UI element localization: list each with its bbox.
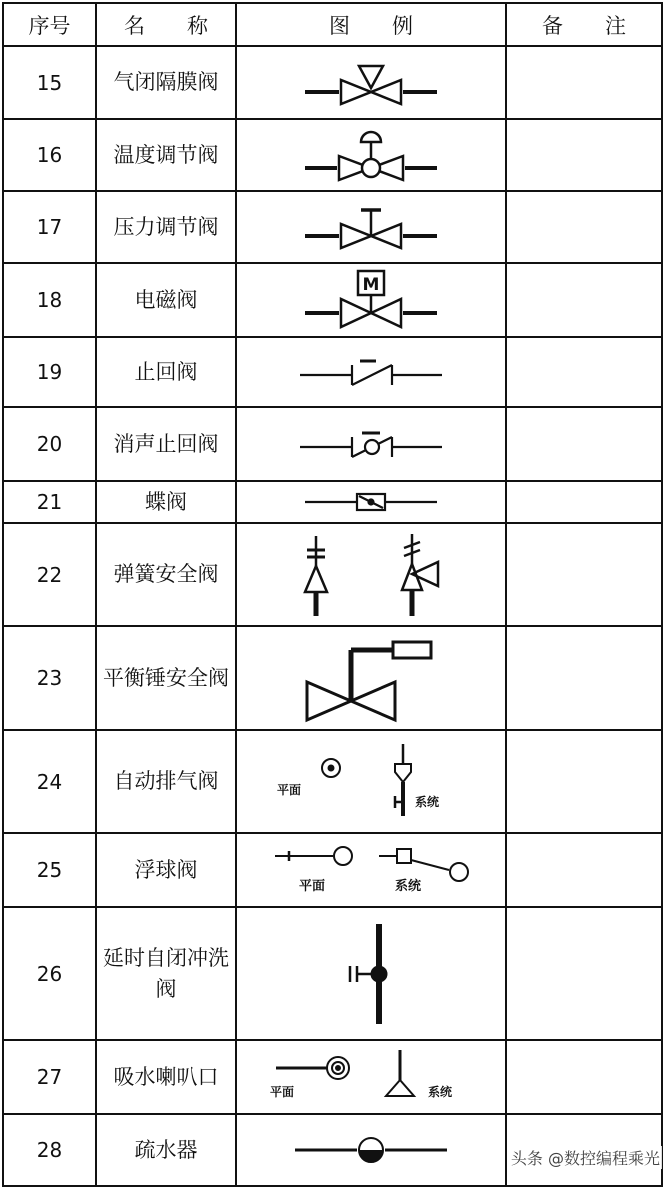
row-name: 电磁阀 [96, 263, 236, 337]
row-name: 弹簧安全阀 [96, 523, 236, 626]
header-symbol: 图 例 [236, 3, 506, 46]
table-row [3, 337, 662, 407]
header-name: 名 称 [96, 3, 236, 46]
row-number: 19 [3, 337, 96, 407]
header-row [3, 3, 662, 46]
row-number: 18 [3, 263, 96, 337]
table-row [3, 407, 662, 481]
table-row [3, 1040, 662, 1114]
table-row [3, 626, 662, 730]
watermark: 头条 @数控编程乘光 [509, 1146, 662, 1169]
steam-trap-icon [291, 1133, 451, 1167]
system-label: 系统 [428, 1085, 453, 1099]
row-name: 气闭隔膜阀 [96, 46, 236, 119]
row-number: 23 [3, 626, 96, 730]
float-valve-icon [271, 840, 471, 900]
solenoid-valve-icon [301, 267, 441, 333]
row-remark [506, 907, 662, 1040]
row-name: 蝶阀 [96, 481, 236, 523]
table-row [3, 481, 662, 523]
row-remark [506, 191, 662, 263]
row-name: 平衡锤安全阀 [96, 626, 236, 730]
weight-safety-valve-icon [301, 632, 441, 724]
table-row [3, 907, 662, 1040]
row-name: 吸水喇叭口 [96, 1040, 236, 1114]
auto-air-vent-icon [271, 740, 471, 824]
row-number: 17 [3, 191, 96, 263]
row-remark [506, 481, 662, 523]
legend-table [2, 2, 663, 1187]
row-remark [506, 626, 662, 730]
table-row [3, 119, 662, 191]
row-number: 16 [3, 119, 96, 191]
row-remark [506, 46, 662, 119]
delay-flush-valve-icon [341, 922, 401, 1026]
temperature-control-valve-icon [301, 126, 441, 184]
table-row [3, 191, 662, 263]
row-number: 26 [3, 907, 96, 1040]
table-row [3, 833, 662, 907]
plan-label: 平面 [299, 879, 326, 894]
row-name: 止回阀 [96, 337, 236, 407]
header-remark: 备 注 [506, 3, 662, 46]
row-number: 22 [3, 523, 96, 626]
row-name: 浮球阀 [96, 833, 236, 907]
pressure-control-valve-icon [301, 202, 441, 252]
row-remark [506, 833, 662, 907]
row-number: 25 [3, 833, 96, 907]
silent-check-valve-icon [296, 427, 446, 461]
solenoid-motor-label: M [362, 275, 380, 295]
diaphragm-valve-icon [301, 60, 441, 106]
row-number: 15 [3, 46, 96, 119]
row-name: 消声止回阀 [96, 407, 236, 481]
plan-label: 平面 [270, 1085, 295, 1099]
row-number: 20 [3, 407, 96, 481]
system-label: 系统 [395, 879, 422, 894]
row-remark [506, 119, 662, 191]
table-row [3, 46, 662, 119]
row-number: 24 [3, 730, 96, 833]
row-name: 延时自闭冲洗阀 [96, 907, 236, 1040]
row-remark [506, 1040, 662, 1114]
table-row [3, 263, 662, 337]
suction-bellmouth-icon [266, 1046, 476, 1108]
row-remark [506, 523, 662, 626]
system-label: 系统 [415, 794, 440, 809]
table-row [3, 523, 662, 626]
row-number: 27 [3, 1040, 96, 1114]
plan-label: 平面 [277, 782, 302, 797]
spring-safety-valve-icon [286, 530, 456, 620]
row-name: 自动排气阀 [96, 730, 236, 833]
row-number: 28 [3, 1114, 96, 1186]
butterfly-valve-icon [301, 489, 441, 515]
row-name: 温度调节阀 [96, 119, 236, 191]
row-remark [506, 407, 662, 481]
row-number: 21 [3, 481, 96, 523]
table-row [3, 730, 662, 833]
row-remark [506, 337, 662, 407]
row-name: 疏水器 [96, 1114, 236, 1186]
row-name: 压力调节阀 [96, 191, 236, 263]
row-remark [506, 730, 662, 833]
row-remark [506, 263, 662, 337]
check-valve-icon [296, 355, 446, 389]
header-no: 序号 [3, 3, 96, 46]
